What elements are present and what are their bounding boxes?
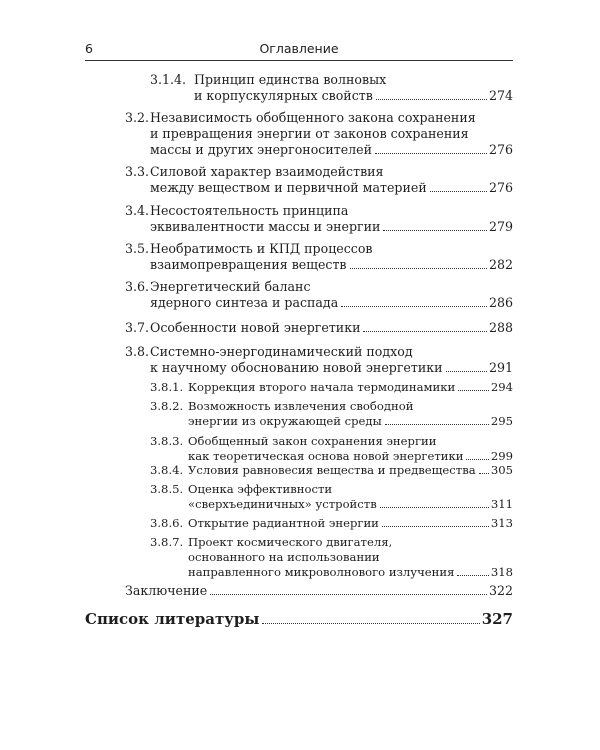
entry-title-line: и корпускулярных свойств (194, 88, 373, 103)
section-number: 3.7. (125, 320, 150, 335)
dot-leader (457, 575, 488, 576)
entry-title-line: Условия равновесия вещества и предвещества (188, 463, 476, 477)
entry-title-line: к научному обоснованию новой энергетики (150, 360, 443, 375)
dot-leader (210, 594, 487, 595)
page-ref: 274 (488, 88, 513, 103)
dot-leader (341, 306, 487, 307)
page-ref: 276 (488, 142, 513, 157)
entry-title-line: энергии из окружающей среды (188, 414, 382, 428)
dot-leader (430, 191, 487, 192)
entry-title-line: Оценка эффективности (188, 482, 333, 496)
entry-title-line: «сверхъединичных» устройств (188, 497, 377, 511)
section-number: 3.8.4. (150, 463, 184, 477)
section-number: 3.1.4. (150, 72, 187, 87)
entry-title-line: Коррекция второго начала термодинамики (188, 380, 456, 394)
section-number: 3.8.2. (150, 399, 184, 413)
section-number: 3.8.1. (150, 380, 184, 394)
entry-title-line: Особенности новой энергетики (150, 320, 361, 335)
dot-leader (376, 99, 487, 100)
page-ref: 294 (490, 380, 513, 394)
page-ref: 286 (488, 295, 513, 310)
entry-title-line: Возможность извлечения свободной (188, 399, 414, 413)
entry-title-line: между веществом и первичной материей (150, 180, 427, 195)
entry-title-line: Силовой характер взаимодействия (150, 164, 384, 179)
page-ref: 288 (488, 320, 513, 335)
entry-title-line: Системно-энергодинамический подход (150, 344, 413, 359)
entry-title-line: Независимость обобщенного закона сохранения (150, 110, 476, 125)
page-ref: 313 (490, 516, 513, 530)
dot-leader (380, 507, 489, 508)
section-number: 3.8.6. (150, 516, 184, 530)
page-ref: 276 (488, 180, 513, 195)
running-header (85, 38, 513, 61)
dot-leader (446, 371, 487, 372)
running-title: Оглавление (259, 41, 339, 56)
entry-title-line: Принцип единства волновых (194, 72, 387, 87)
entry-title-line: Открытие радиантной энергии (188, 516, 379, 530)
section-number: 3.6. (125, 279, 150, 294)
page-ref: 305 (490, 463, 513, 477)
dot-leader (479, 473, 489, 474)
entry-title-line: Несостоятельность принципа (150, 203, 349, 218)
section-number: 3.4. (125, 203, 150, 218)
entry-title-line: массы и других энергоносителей (150, 142, 372, 157)
page-ref: 279 (488, 219, 513, 234)
dot-leader (385, 424, 489, 425)
page-ref: 299 (490, 449, 513, 463)
section-number: 3.8.7. (150, 535, 184, 549)
page-ref: 295 (490, 414, 513, 428)
entry-title-line: Энергетический баланс (150, 279, 311, 294)
section-number: 3.3. (125, 164, 150, 179)
entry-title-line: эквивалентности массы и энергии (150, 219, 381, 234)
section-number: 3.8. (125, 344, 150, 359)
page-number: 6 (85, 41, 93, 56)
entry-title-line: и превращения энергии от законов сохранения (150, 126, 469, 141)
entry-title-line: Заключение (125, 583, 208, 598)
dot-leader (458, 390, 489, 391)
page-ref: 291 (488, 360, 513, 375)
entry-title-line: направленного микроволнового излучения (188, 565, 455, 579)
entry-title-line: основанного на использовании (188, 550, 380, 564)
entry-title-line: Список литературы (85, 610, 260, 628)
dot-leader (375, 153, 487, 154)
entry-title-line: Проект космического двигателя, (188, 535, 393, 549)
dot-leader (363, 331, 486, 332)
section-number: 3.8.5. (150, 482, 184, 496)
dot-leader (466, 459, 488, 460)
page-ref: 322 (488, 583, 513, 598)
page-ref: 282 (488, 257, 513, 272)
entry-title-line: взаимопревращения веществ (150, 257, 347, 272)
section-number: 3.2. (125, 110, 150, 125)
page-ref: 327 (481, 610, 513, 628)
entry-title-line: ядерного синтеза и распада (150, 295, 339, 310)
entry-title-line: Необратимость и КПД процессов (150, 241, 373, 256)
dot-leader (383, 230, 487, 231)
dot-leader (382, 526, 489, 527)
dot-leader (350, 268, 487, 269)
section-number: 3.5. (125, 241, 150, 256)
entry-title-line: Обобщенный закон сохранения энергии (188, 434, 437, 448)
dot-leader (262, 623, 479, 624)
section-number: 3.8.3. (150, 434, 184, 448)
page-ref: 318 (490, 565, 513, 579)
entry-title-line: как теоретическая основа новой энергетики (188, 449, 464, 463)
page-ref: 311 (490, 497, 513, 511)
